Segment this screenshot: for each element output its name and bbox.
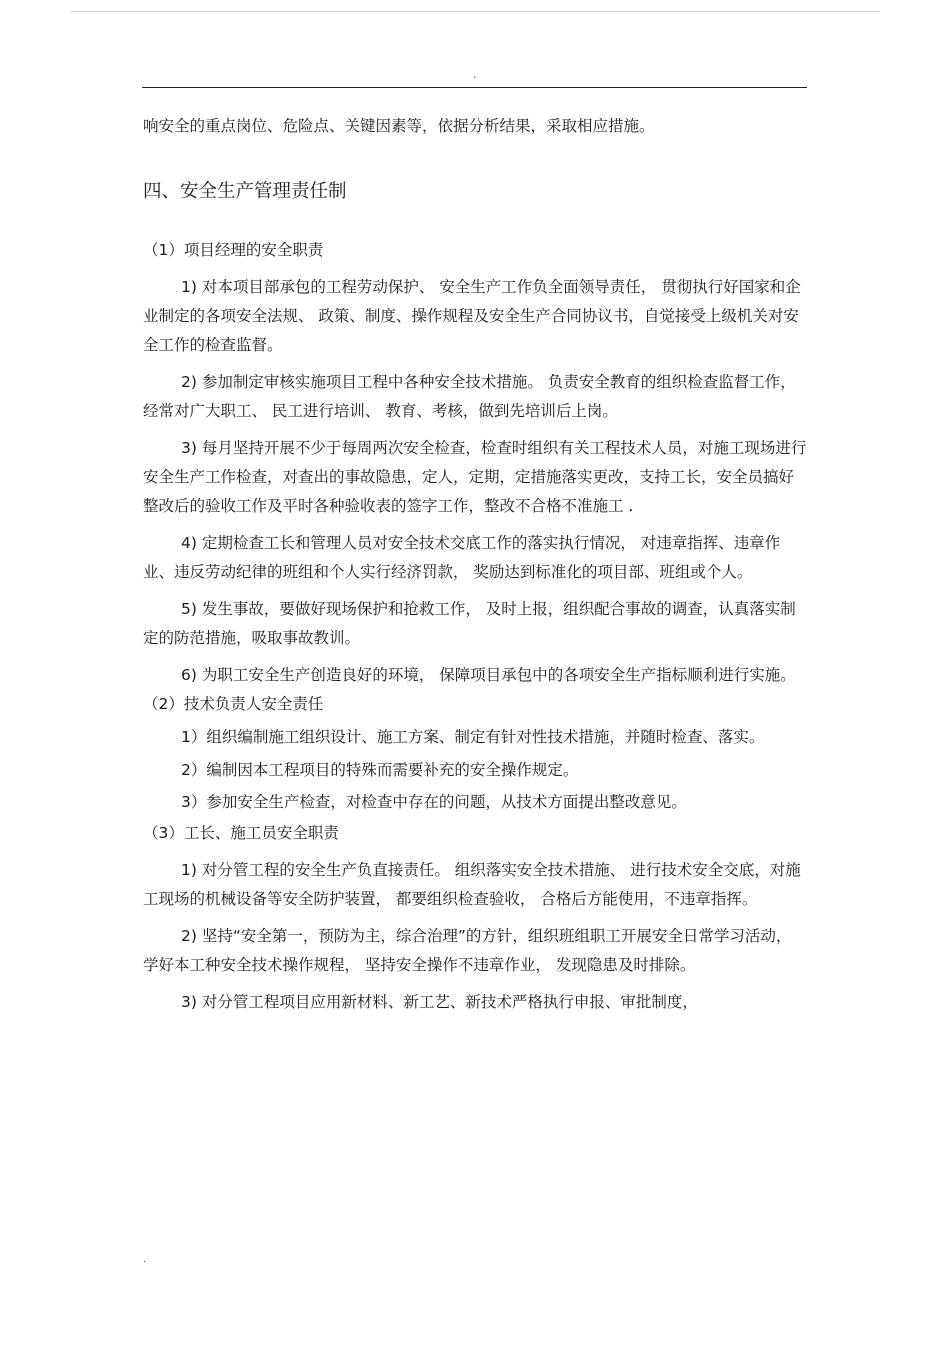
paragraph: 5) 发生事故，要做好现场保护和抢救工作， 及时上报，组织配合事故的调查，认真落实制定的防范措施，吸取事故教训。 <box>143 600 796 647</box>
paragraph: 4) 定期检查工长和管理人员对安全技术交底工作的落实执行情况， 对违章指挥、违章作业、违反劳动纪律的班组和个人实行经济罚款， 奖励达到标准化的项目部、班组或个人。 <box>143 534 781 581</box>
header-marker: . <box>473 70 477 81</box>
paragraph: 1）组织编制施工组织设计、施工方案、制定有针对性技术措施，并随时检查、落实。 <box>181 728 765 746</box>
paragraph: 2）编制因本工程项目的特殊而需要补充的安全操作规定。 <box>181 761 579 779</box>
paragraph: 6) 为职工安全生产创造良好的环境， 保障项目承包中的各项安全生产指标顺利进行实施。 <box>181 666 796 684</box>
paragraph: 2) 坚持“安全第一，预防为主，综合治理”的方针，组织班组职工开展安全日常学习活动， 学好本工种安全技术操作规程， 坚持安全操作不违章作业， 发现隐患及时排除。 <box>143 927 792 974</box>
document-body <box>143 112 808 1017</box>
paragraph: 3) 每月坚持开展不少于每周两次安全检查，检查时组织有关工程技术人员，对施工现场进行安全生产工作检查，对查出的事故隐患，定人，定期，定措施落实更改，支持工长，安全员搞好整改后的验收工作及平时各种验收表的签字工作，整改不合格不准施工 . <box>143 439 807 515</box>
footer-marker: . <box>143 1254 147 1265</box>
top-border-rule <box>70 11 880 12</box>
section-title: 四、安全生产管理责任制 <box>143 181 347 202</box>
header-rule <box>142 87 807 88</box>
paragraph: 2) 参加制定审核实施项目工程中各种安全技术措施。 负责安全教育的组织检查监督工作，经常对广大职工、 民工进行培训、 教育、考核，做到先培训后上岗。 <box>143 373 796 420</box>
paragraph: 3）参加安全生产检查，对检查中存在的问题，从技术方面提出整改意见。 <box>181 793 687 811</box>
paragraph: 3) 对分管工程项目应用新材料、新工艺、新技术严格执行申报、审批制度， <box>181 993 698 1011</box>
subsection-heading-2: （2）技术负责人安全责任 <box>143 695 324 713</box>
subsection-heading-3: （3）工长、施工员安全职责 <box>143 824 339 842</box>
subsection-heading-1: （1）项目经理的安全职责 <box>143 241 324 259</box>
paragraph: 1) 对分管工程的安全生产负直接责任。 组织落实安全技术措施、 进行技术安全交底，对施工现场的机械设备等安全防护装置， 都要组织检查验收， 合格后方能使用，不违章指挥。 <box>143 861 801 908</box>
opening-line: 响安全的重点岗位、危险点、关键因素等，依据分析结果，采取相应措施。 <box>143 117 655 135</box>
paragraph: 1) 对本项目部承包的工程劳动保护、 安全生产工作负全面领导责任， 贯彻执行好国家和企业制定的各项安全法规、 政策、制度、操作规程及安全生产合同协议书，自觉接受上级机关对安全工作的检查监督。 <box>143 278 801 354</box>
